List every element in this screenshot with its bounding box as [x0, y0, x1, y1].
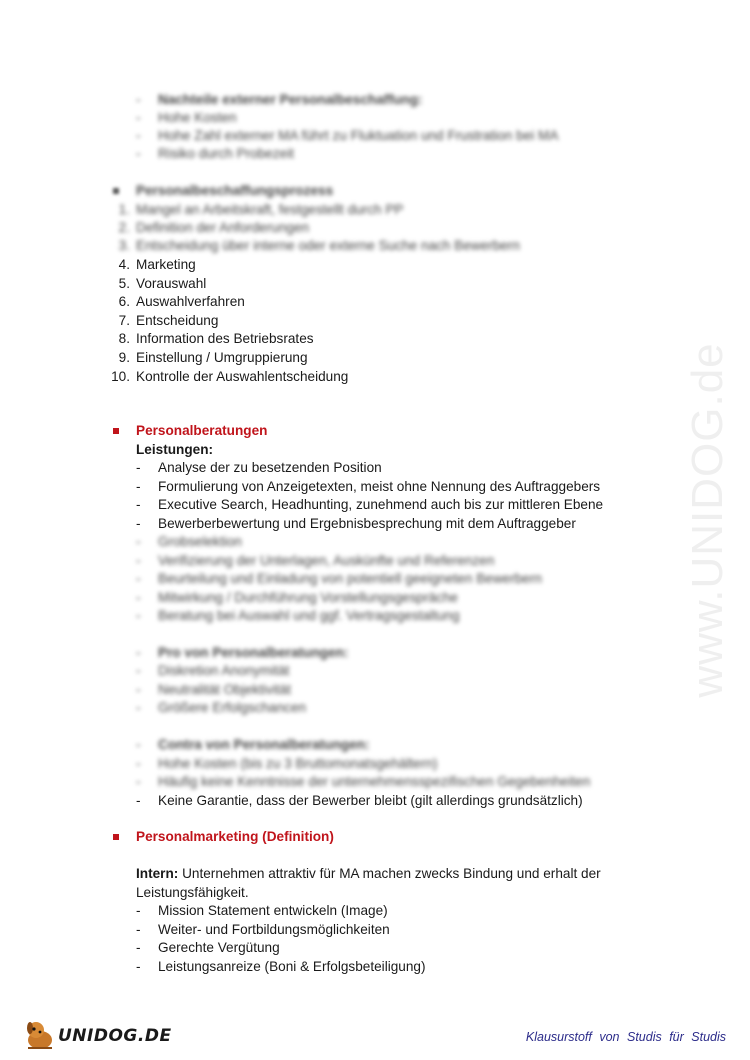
- pro-heading: Pro von Personalberatungen:: [158, 645, 349, 660]
- step-text: Definition der Anforderungen: [136, 220, 310, 235]
- step-number: 3.: [118, 238, 130, 253]
- list-item: Mitwirkung / Durchführung Vorstellungsgespräche: [158, 590, 458, 605]
- list-item: Hohe Kosten (bis zu 3 Bruttomonatsgehältern): [158, 756, 438, 771]
- bullet-icon: [113, 834, 119, 840]
- list-item: Häufig keine Kenntnisse der unternehmensspezifischen Gegebenheiten: [158, 774, 591, 789]
- step-text: Mangel an Arbeitskraft, festgestellt durch PP: [136, 202, 404, 217]
- dash: -: [136, 940, 141, 955]
- dash: -: [136, 110, 141, 125]
- dash: -: [136, 553, 141, 568]
- prozess-heading: Personalbeschaffungsprozess: [136, 183, 334, 198]
- dash: -: [136, 590, 141, 605]
- intern-line: [136, 865, 601, 883]
- dash: -: [136, 645, 141, 660]
- dash: -: [136, 793, 141, 808]
- list-item: Mission Statement entwickeln (Image): [158, 903, 388, 918]
- step-number: 5.: [118, 276, 130, 291]
- unidog-logo[interactable]: [22, 1018, 172, 1052]
- step-number: 7.: [118, 313, 130, 328]
- list-item: Grobselektion: [158, 534, 242, 549]
- dash: -: [136, 534, 141, 549]
- step-text: Vorauswahl: [136, 276, 207, 291]
- dash: -: [136, 682, 141, 697]
- dash: -: [136, 571, 141, 586]
- step-number: 1.: [118, 202, 130, 217]
- dash: -: [136, 92, 141, 107]
- step-number: 4.: [118, 257, 130, 272]
- step-number: 9.: [118, 350, 130, 365]
- list-item: Neutralität Objektivität: [158, 682, 291, 697]
- step-text: Entscheidung: [136, 313, 219, 328]
- dash: -: [136, 922, 141, 937]
- list-item: Bewerberbewertung und Ergebnisbesprechung mit dem Auftraggeber: [158, 516, 576, 531]
- intern-text: Unternehmen attraktiv für MA machen zwecks Bindung und erhalt der: [178, 866, 601, 881]
- dash: -: [136, 737, 141, 752]
- step-text: Auswahlverfahren: [136, 294, 245, 309]
- dog-icon: [22, 1018, 58, 1052]
- dash: -: [136, 700, 141, 715]
- watermark: www.UNIDOG.de: [683, 342, 732, 698]
- step-text: Einstellung / Umgruppierung: [136, 350, 308, 365]
- list-item: Weiter- und Fortbildungsmöglichkeiten: [158, 922, 390, 937]
- step-number: 2.: [118, 220, 130, 235]
- logo-text: UNIDOG.DE: [58, 1026, 172, 1046]
- list-item: Verifizierung der Unterlagen, Auskünfte und Referenzen: [158, 553, 495, 568]
- list-item: Keine Garantie, dass der Bewerber bleibt (gilt allerdings grundsätzlich): [158, 793, 583, 808]
- marketing-heading: Personalmarketing (Definition): [136, 829, 334, 844]
- bullet-icon: [113, 188, 119, 194]
- dash: -: [136, 128, 141, 143]
- bullet-icon: [113, 428, 119, 434]
- step-text: Information des Betriebsrates: [136, 331, 314, 346]
- step-number: 6.: [118, 294, 130, 309]
- list-item: Hohe Zahl externer MA führt zu Fluktuation und Frustration bei MA: [158, 128, 559, 143]
- step-text: Kontrolle der Auswahlentscheidung: [136, 369, 349, 384]
- step-text: Marketing: [136, 257, 196, 272]
- dash: -: [136, 774, 141, 789]
- dash: -: [136, 903, 141, 918]
- dash: -: [136, 663, 141, 678]
- dash: -: [136, 756, 141, 771]
- step-text: Entscheidung über interne oder externe Suche nach Bewerbern: [136, 238, 520, 253]
- footer-tagline: Klausurstoff von Studis für Studis: [525, 1030, 726, 1044]
- list-item: Diskretion Anonymität: [158, 663, 290, 678]
- list-item: Gerechte Vergütung: [158, 940, 280, 955]
- contra-heading: Contra von Personalberatungen:: [158, 737, 370, 752]
- dash: -: [136, 608, 141, 623]
- list-item: Analyse der zu besetzenden Position: [158, 460, 382, 475]
- list-item: Beratung bei Auswahl und ggf. Vertragsgestaltung: [158, 608, 460, 623]
- dash: -: [136, 497, 141, 512]
- step-number: 8.: [118, 331, 130, 346]
- intern-text-continued: Leistungsfähigkeit.: [136, 885, 249, 900]
- dash: -: [136, 460, 141, 475]
- intern-label: Intern:: [136, 866, 179, 881]
- dash: -: [136, 146, 141, 161]
- leistungen-label: Leistungen:: [136, 442, 214, 457]
- list-item: Leistungsanreize (Boni & Erfolgsbeteiligung): [158, 959, 426, 974]
- list-item: Executive Search, Headhunting, zunehmend auch bis zur mittleren Ebene: [158, 497, 604, 512]
- list-item: Größere Erfolgschancen: [158, 700, 307, 715]
- list-item: Beurteilung und Einladung von potentiell geeigneten Bewerbern: [158, 571, 542, 586]
- nachteile-heading: Nachteile externer Personalbeschaffung:: [158, 92, 423, 107]
- dash: -: [136, 479, 141, 494]
- list-item: Risiko durch Probezeit: [158, 146, 294, 161]
- beratungen-heading: Personalberatungen: [136, 423, 268, 438]
- list-item: Hohe Kosten: [158, 110, 237, 125]
- dash: -: [136, 516, 141, 531]
- step-number: 10.: [111, 369, 130, 384]
- dash: -: [136, 959, 141, 974]
- list-item: Formulierung von Anzeigetexten, meist ohne Nennung des Auftraggebers: [158, 479, 601, 494]
